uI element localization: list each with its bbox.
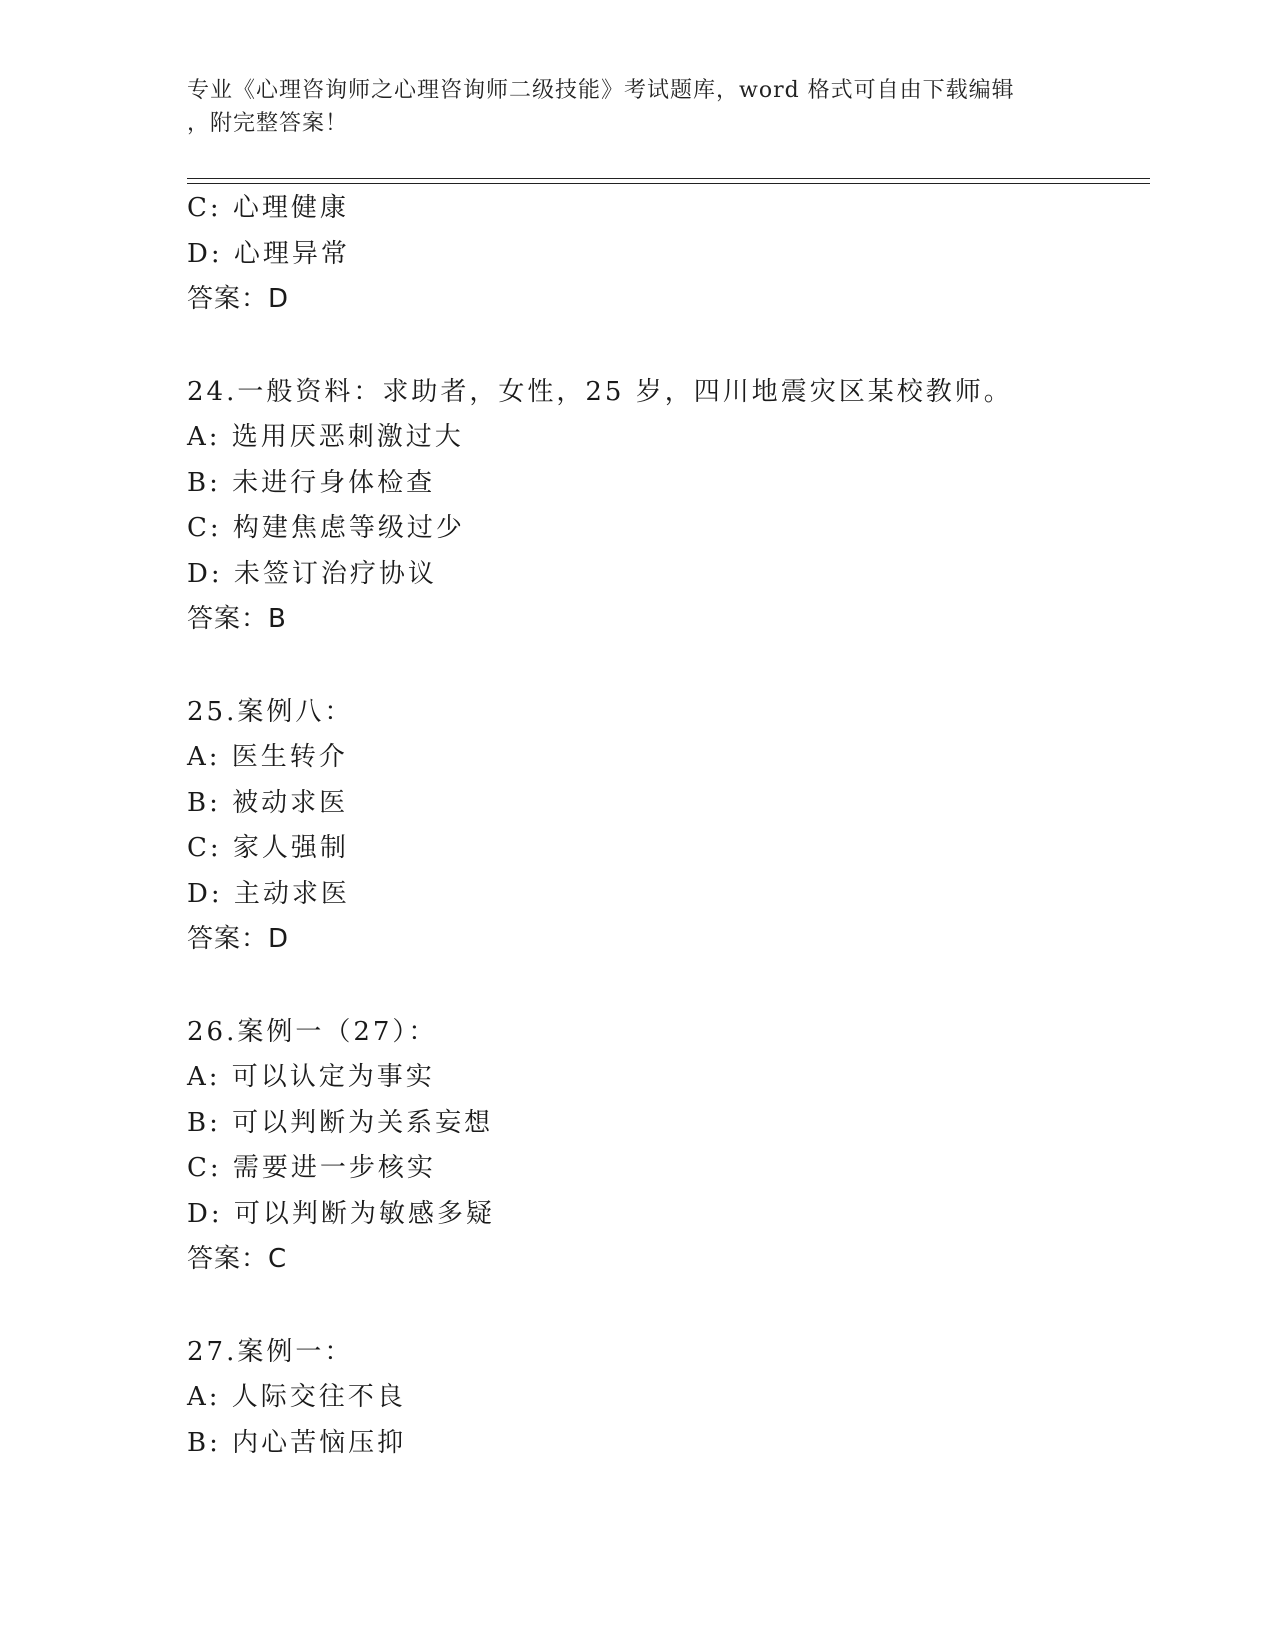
option-b: B: 可以判断为关系妄想 xyxy=(187,1107,494,1138)
answer-line: 答案：B xyxy=(187,604,287,634)
header-divider-bottom xyxy=(187,183,1150,184)
question-24 xyxy=(187,370,1147,643)
option-d: D: 未签订治疗协议 xyxy=(187,558,437,589)
header-line-2: ，附完整答案！ xyxy=(187,111,349,136)
document-header xyxy=(187,74,1087,140)
option-c: C: 构建焦虑等级过少 xyxy=(187,513,465,543)
option-b: B: 内心苦恼压抑 xyxy=(187,1427,407,1458)
option-c: C: 需要进一步核实 xyxy=(187,1153,436,1183)
question-stem: 27.案例一： xyxy=(187,1336,354,1367)
header-divider-top xyxy=(187,178,1150,179)
question-25 xyxy=(187,690,1147,963)
option-d: D: 可以判断为敏感多疑 xyxy=(187,1198,495,1229)
option-b: B: 未进行身体检查 xyxy=(187,467,436,498)
spacer xyxy=(187,323,1147,370)
question-stem: 25.案例八： xyxy=(187,696,354,727)
spacer xyxy=(187,963,1147,1010)
option-a: A: 选用厌恶刺激过大 xyxy=(187,422,464,452)
question-stem: 24.一般资料：求助者，女性，25 岁，四川地震灾区某校教师。 xyxy=(187,376,1013,407)
question-stem: 26.案例一（27）： xyxy=(187,1016,438,1047)
option-a: A: 医生转介 xyxy=(187,742,348,772)
option-c: C: 心理健康 xyxy=(187,193,349,223)
question-23-continued xyxy=(187,186,1147,323)
option-d: D: 心理异常 xyxy=(187,238,350,269)
header-line-1: 专业《心理咨询师之心理咨询师二级技能》考试题库，word 格式可自由下载编辑 xyxy=(187,78,1015,103)
option-a: A: 可以认定为事实 xyxy=(187,1062,435,1092)
option-b: B: 被动求医 xyxy=(187,787,349,818)
option-d: D: 主动求医 xyxy=(187,878,350,909)
option-c: C: 家人强制 xyxy=(187,833,349,863)
question-27 xyxy=(187,1330,1147,1467)
option-a: A: 人际交往不良 xyxy=(187,1382,406,1412)
answer-line: 答案：D xyxy=(187,284,290,314)
question-26 xyxy=(187,1010,1147,1283)
answer-line: 答案：C xyxy=(187,1244,288,1274)
answer-line: 答案：D xyxy=(187,924,290,954)
spacer xyxy=(187,643,1147,690)
spacer xyxy=(187,1283,1147,1330)
document-body xyxy=(187,186,1147,1466)
